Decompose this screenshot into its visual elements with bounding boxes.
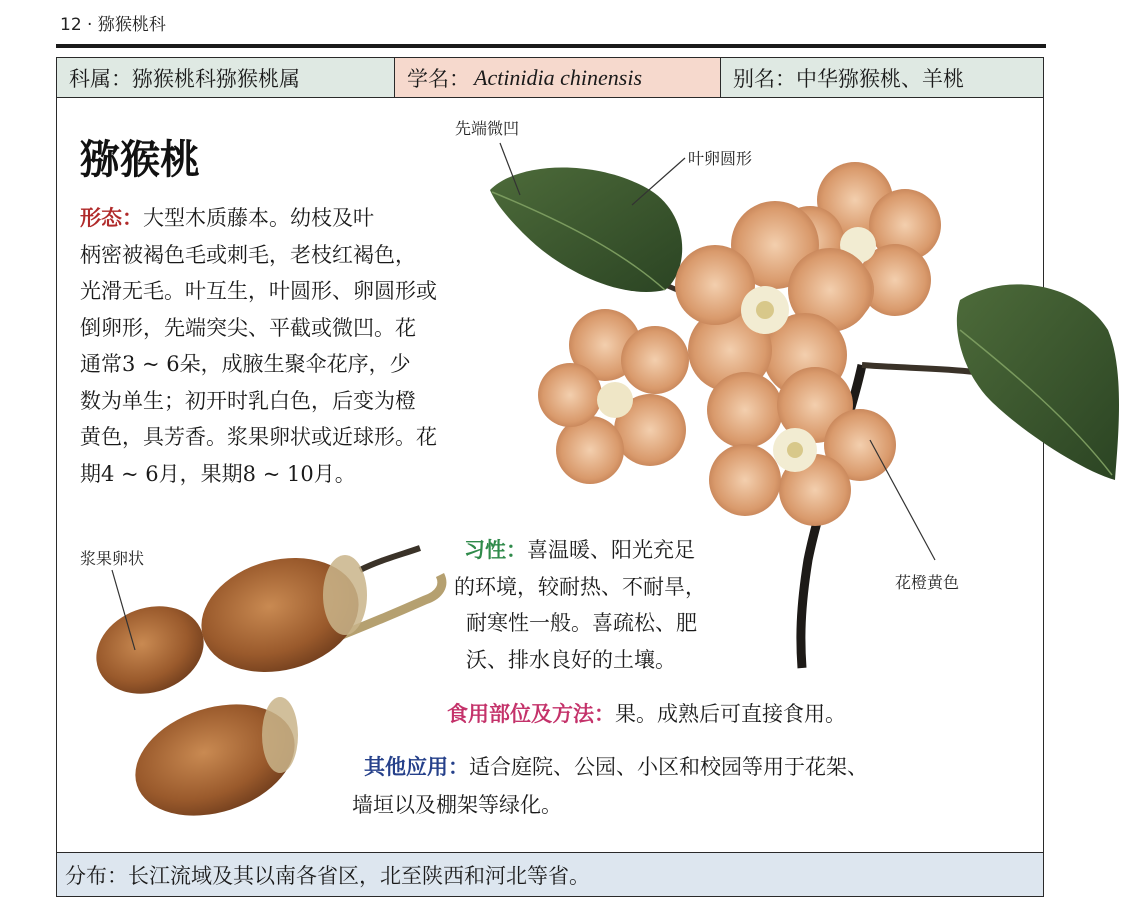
morphology-label: 形态：: [80, 206, 143, 230]
habit-line: 的环境，较耐热、不耐旱，: [454, 574, 706, 599]
alias-label: 别名：: [733, 66, 796, 91]
callout-leaf-shape: 叶卵圆形: [688, 149, 753, 168]
morphology-line: 期4 ~ 6月，果期8 ~ 10月。: [80, 461, 356, 486]
habit-label: 习性：: [464, 538, 527, 562]
family-value: 猕猴桃科猕猴桃属: [132, 66, 300, 91]
habit-line: 习性：喜温暖、阳光充足: [464, 538, 695, 562]
edible-label: 食用部位及方法：: [447, 702, 615, 726]
leaf-right: [957, 284, 1119, 480]
morphology-line: 形态：大型木质藤本。幼枝及叶: [80, 206, 374, 230]
flower-bottom: [707, 367, 896, 526]
morphology-section: [80, 200, 550, 492]
morphology-line: 数为单生；初开时乳白色，后变为橙: [80, 388, 416, 413]
scientific-name-value: Actinidia chinensis: [474, 64, 643, 90]
morphology-line: 黄色，具芳香。浆果卵状或近球形。花: [80, 425, 437, 449]
morphology-line: 通常3 ~ 6朵，成腋生聚伞花序，少: [80, 352, 411, 376]
habit-section: [440, 532, 770, 678]
callout-fruit-shape: 浆果卵状: [80, 549, 145, 568]
callout-flower-color: 花橙黄色: [895, 573, 960, 592]
scientific-name-label: 学名：: [407, 66, 470, 91]
edible-section: [447, 698, 846, 728]
callout-leaf-tip: 先端微凹: [455, 119, 520, 138]
alias-value: 中华猕猴桃、羊桃: [796, 66, 964, 91]
page-header: 12 · 猕猴桃科: [60, 15, 166, 35]
morphology-line: 柄密被褐色毛或刺毛，老枝红褐色，: [80, 242, 416, 267]
flower-left: [538, 309, 689, 484]
edible-text: 果。成熟后可直接食用。: [615, 702, 846, 726]
family-label: 科属：: [69, 66, 132, 91]
distribution-label: 分布：: [65, 863, 128, 888]
distribution-bar: [57, 852, 1043, 896]
habit-line: 耐寒性一般。喜疏松、肥: [466, 611, 697, 635]
habit-line: 沃、排水良好的土壤。: [466, 647, 676, 672]
page-title: 猕猴桃: [80, 136, 200, 183]
other-use-line: 墙垣以及棚架等绿化。: [352, 793, 562, 817]
other-use-section: [352, 748, 1032, 824]
distribution-text: 长江流域及其以南各省区，北至陕西和河北等省。: [128, 863, 590, 888]
other-use-label: 其他应用：: [364, 755, 469, 779]
morphology-line: 倒卵形，先端突尖、平截或微凹。花: [80, 315, 416, 340]
morphology-line: 光滑无毛。叶互生，叶圆形、卵圆形或: [80, 279, 437, 303]
other-use-line: 其他应用：适合庭院、公园、小区和校园等用于花架、: [364, 755, 868, 779]
